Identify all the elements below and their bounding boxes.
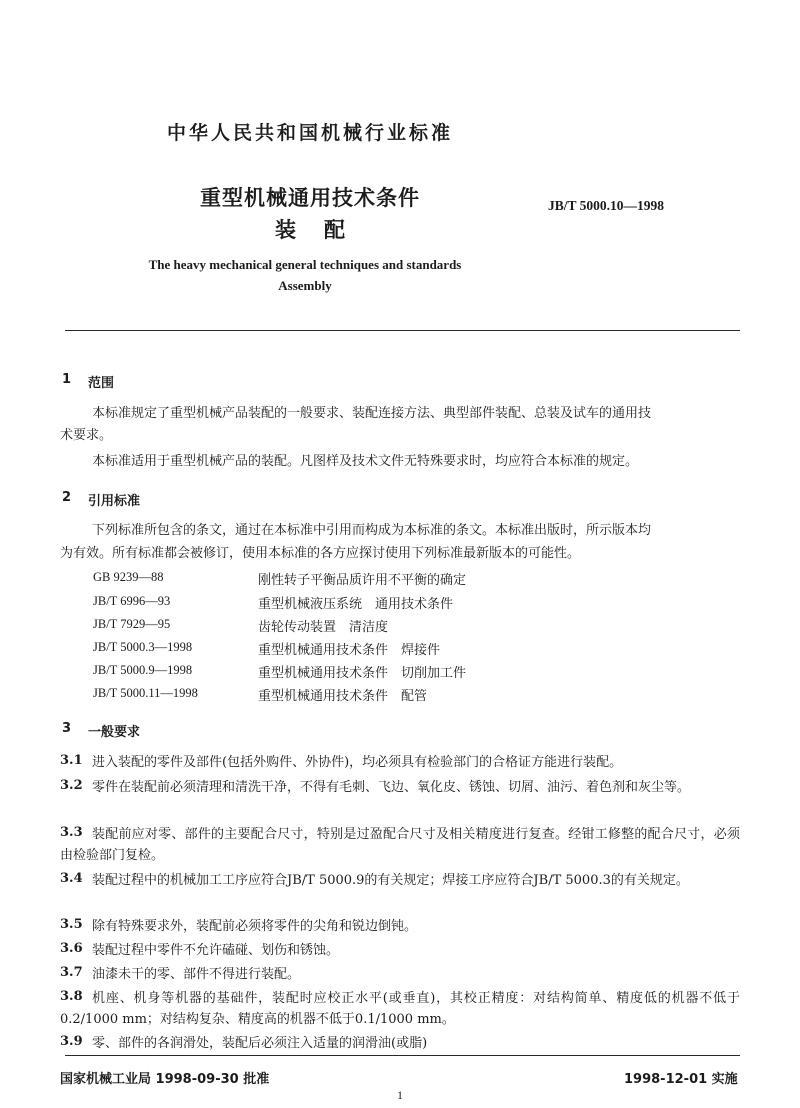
clause-text: 除有特殊要求外，装配前必须将零件的尖角和锐边倒钝。 (92, 919, 418, 934)
section-3-number: 3 (62, 721, 72, 736)
clause-number: 3.6 (60, 941, 83, 956)
section-1-paragraph-1-line-2: 术要求。 (60, 428, 113, 443)
section-3-heading: 一般要求 (88, 725, 141, 740)
reference-title: 重型机械通用技术条件 配管 (258, 689, 428, 704)
clause-text: 零、部件的各润滑处，装配后必须注入适量的润滑油(或脂) (92, 1036, 428, 1051)
clause-text: 装配过程中零件不允许磕碰、划伤和锈蚀。 (92, 943, 340, 958)
clause-text: 装配过程中的机械加工工序应符合JB/T 5000.9的有关规定；焊接工序应符合JB/T 5000.3的有关规定。 (92, 873, 689, 888)
section-2-paragraph-line-2: 为有效。所有标准都会被修订，使用本标准的各方应探讨使用下列标准最新版本的可能性。 (60, 546, 581, 561)
clause-text: 零件在装配前必须清理和清洗干净，不得有毛刺、飞边、氧化皮、锈蚀、切屑、油污、着色剂和灰尘等。 (92, 780, 691, 795)
reference-code: JB/T 5000.3—1998 (93, 640, 193, 654)
footer-divider (65, 1055, 740, 1056)
clause-number: 3.3 (60, 825, 83, 840)
english-title: The heavy mechanical general techniques and standards (148, 257, 462, 272)
clause-number: 3.2 (60, 778, 83, 793)
section-1-heading: 范围 (88, 376, 115, 391)
reference-title: 重型机械通用技术条件 切削加工件 (258, 666, 467, 681)
clause-text: 机座、机身等机器的基础件，装配时应校正水平(或垂直)，其校正精度：对结构简单、精度低的机器不低于0.2/1000 mm；对结构复杂、精度高的机器不低于0.1/1000 mm。 (60, 991, 740, 1027)
approval-statement: 国家机械工业局 1998-09-30 批准 (60, 1072, 270, 1087)
clause-number: 3.9 (60, 1034, 83, 1049)
clause-text: 油漆未干的零、部件不得进行装配。 (92, 967, 301, 982)
reference-title: 重型机械液压系统 通用技术条件 (258, 597, 454, 612)
reference-code: JB/T 6996—93 (93, 594, 171, 608)
english-subtitle: Assembly (278, 278, 332, 293)
section-2-number: 2 (62, 490, 72, 505)
clause-text: 装配前应对零、部件的主要配合尺寸，特别是过盈配合尺寸及相关精度进行复查。经钳工修整的配合尺寸，必须由检验部门复检。 (60, 827, 740, 863)
page-number: 1 (397, 1088, 403, 1102)
section-2-heading: 引用标准 (88, 494, 141, 509)
section-1-number: 1 (62, 372, 72, 387)
reference-code: JB/T 7929—95 (93, 617, 171, 631)
reference-code: JB/T 5000.11—1998 (93, 686, 198, 700)
standard-code: JB/T 5000.10—1998 (548, 198, 665, 213)
clause-number: 3.7 (60, 965, 83, 980)
effective-date: 1998-12-01 实施 (624, 1072, 738, 1087)
reference-title: 刚性转子平衡品质许用不平衡的确定 (258, 573, 467, 588)
section-2-paragraph-line-1: 下列标准所包含的条文，通过在本标准中引用而构成为本标准的条文。本标准出版时，所示版本均 (92, 523, 652, 538)
standard-organization: 中华人民共和国机械行业标准 (166, 122, 453, 144)
clause-number: 3.5 (60, 917, 83, 932)
header-divider (65, 330, 740, 331)
clause-number: 3.8 (60, 989, 83, 1004)
section-1-paragraph-2: 本标准适用于重型机械产品的装配。凡图样及技术文件无特殊要求时，均应符合本标准的规定。 (92, 454, 639, 469)
reference-code: JB/T 5000.9—1998 (93, 663, 193, 677)
reference-title: 重型机械通用技术条件 焊接件 (258, 643, 441, 658)
reference-title: 齿轮传动装置 清洁度 (258, 620, 389, 635)
document-title: 重型机械通用技术条件 (200, 186, 420, 210)
document-subtitle: 装配 (275, 218, 373, 242)
reference-code: GB 9239—88 (93, 570, 164, 584)
clause-text: 进入装配的零件及部件(包括外购件、外协件)，均必须具有检验部门的合格证方能进行装配。 (92, 755, 623, 770)
clause-number: 3.1 (60, 753, 83, 768)
section-1-paragraph-1-line-1: 本标准规定了重型机械产品装配的一般要求、装配连接方法、典型部件装配、总装及试车的通用技 (92, 406, 652, 421)
clause-number: 3.4 (60, 871, 83, 886)
